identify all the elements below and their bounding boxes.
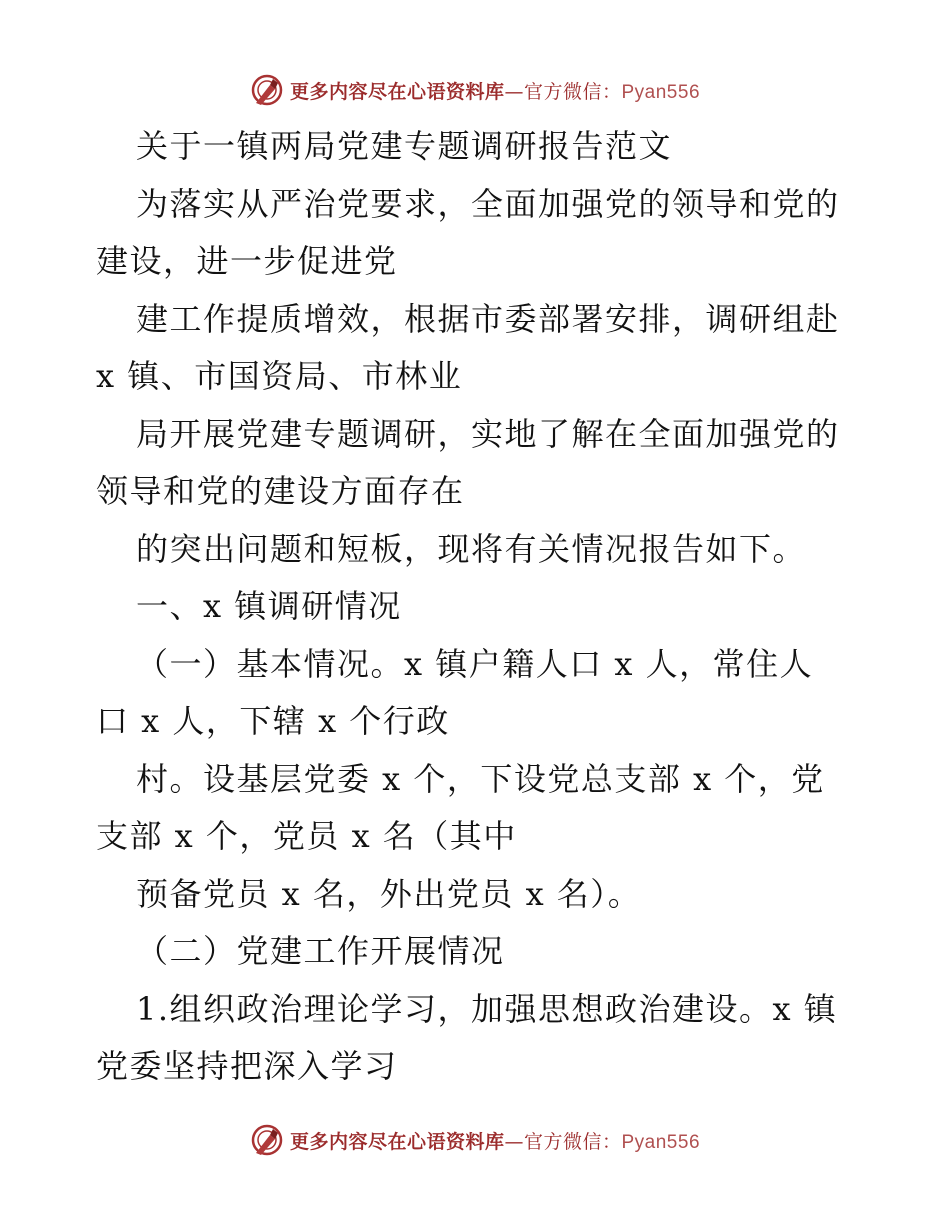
banner-dash: — [504,1130,524,1153]
footer-banner [0,1120,950,1160]
text-line: 领导和党的建设方面存在 [96,472,465,510]
banner-wechat-id: Pyan556 [621,81,701,103]
banner-dash: — [504,80,524,103]
text-line: 一、x 镇调研情况 [136,587,402,625]
text-line: 支部 x 个，党员 x 名（其中 [96,817,517,855]
text-line: 1.组织政治理论学习，加强思想政治建设。x 镇 [136,989,838,1028]
pen-logo-icon [250,73,284,107]
banner-main-text: 更多内容尽在心语资料库 [289,80,505,103]
text-line: 为落实从严治党要求，全面加强党的领导和党的 [136,184,840,223]
banner-text [290,1127,700,1154]
pen-logo-icon [250,1123,284,1157]
text-line: 口 x 人，下辖 x 个行政 [96,702,450,740]
banner-wechat-id: Pyan556 [621,1131,701,1153]
text-line: 预备党员 x 名，外出党员 x 名）。 [136,874,642,913]
text-line: 党委坚持把深入学习 [96,1047,398,1085]
banner-text [290,77,700,104]
text-line: （一）基本情况。x 镇户籍人口 x 人，常住人 [136,644,814,683]
text-line: （二）党建工作开展情况 [136,932,505,970]
text-line: 局开展党建专题调研，实地了解在全面加强党的 [136,414,840,453]
text-line: x 镇、市国资局、市林业 [96,357,463,395]
text-line: 关于一镇两局党建专题调研报告范文 [136,127,673,165]
banner-main-text: 更多内容尽在心语资料库 [289,1130,505,1153]
text-line: 村。设基层党委 x 个，下设党总支部 x 个，党 [136,759,825,798]
header-banner [0,70,950,110]
banner-wechat-label: 官方微信： [523,80,622,103]
text-line: 的突出问题和短板，现将有关情况报告如下。 [136,529,807,568]
text-line: 建设，进一步促进党 [96,242,398,280]
text-line: 建工作提质增效，根据市委部署安排，调研组赴 [136,299,840,338]
banner-wechat-label: 官方微信： [523,1130,622,1153]
document-body [96,118,856,1096]
